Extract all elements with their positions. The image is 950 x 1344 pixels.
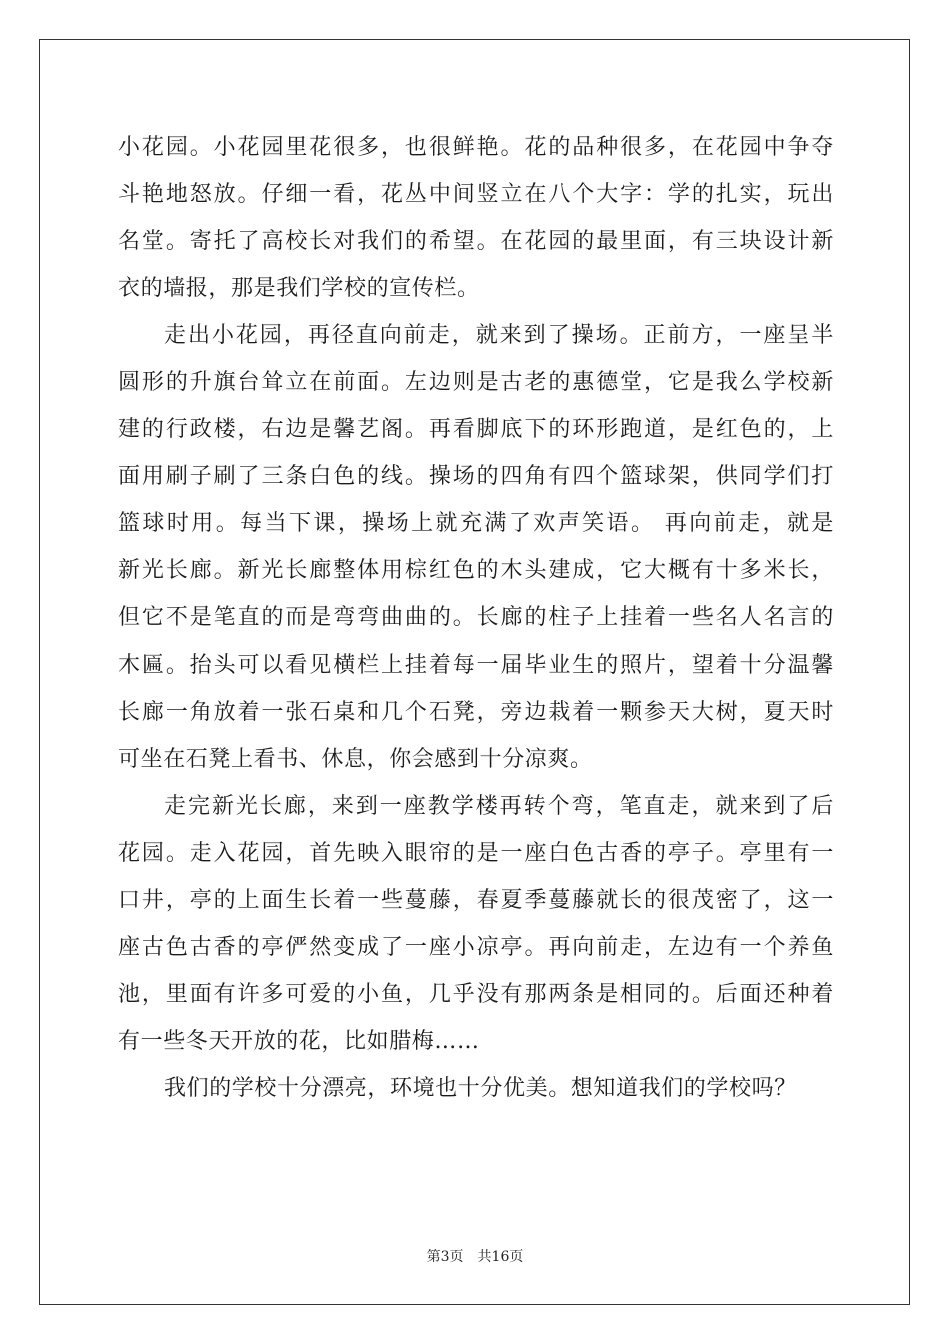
paragraph-first-line: 我们的学校十分漂亮，环境也十分优美。想知道我们的学校吗？ <box>164 1075 797 1101</box>
text-line: 座古色古香的亭俨然变成了一座小凉亭。再向前走，左边有一个养鱼 <box>118 934 834 960</box>
text-line: 可坐在石凳上看书、休息，你会感到十分凉爽。 <box>118 746 593 772</box>
text-line: 花园。走入花园，首先映入眼帘的是一座白色古香的亭子。亭里有一 <box>118 840 834 866</box>
text-line: 长廊一角放着一张石桌和几个石凳，旁边栽着一颗参天大树，夏天时 <box>118 699 834 725</box>
text-line: 面用刷子刷了三条白色的线。操场的四角有四个篮球架，供同学们打 <box>118 464 834 490</box>
paragraph-first-line: 走完新光长廊，来到一座教学楼再转个弯，笔直走，就来到了后 <box>164 793 834 819</box>
text-line: 斗艳地怒放。仔细一看，花丛中间竖立在八个大字：学的扎实，玩出 <box>118 182 834 208</box>
text-line: 口井，亭的上面生长着一些蔓藤，春夏季蔓藤就长的很茂密了，这一 <box>118 887 834 913</box>
text-line: 木匾。抬头可以看见横栏上挂着每一届毕业生的照片，望着十分温馨 <box>118 652 834 678</box>
text-line: 小花园。小花园里花很多，也很鲜艳。花的品种很多，在花园中争夺 <box>118 135 834 160</box>
page-number: 第3页 <box>426 1249 464 1265</box>
text-line: 篮球时用。每当下课，操场上就充满了欢声笑语。 再向前走，就是 <box>118 511 834 537</box>
page-total: 共16页 <box>477 1249 524 1265</box>
document-body <box>118 124 834 1112</box>
text-line: 有一些冬天开放的花，比如腊梅…… <box>118 1028 480 1054</box>
text-line: 池，里面有许多可爱的小鱼，几乎没有那两条是相同的。后面还种着 <box>118 981 834 1007</box>
text-line: 建的行政楼，右边是馨艺阁。再看脚底下的环形跑道，是红色的，上 <box>118 417 834 443</box>
text-line: 衣的墙报，那是我们学校的宣传栏。 <box>118 276 480 302</box>
paragraph-first-line: 走出小花园，再径直向前走，就来到了操场。正前方，一座呈半 <box>164 323 834 349</box>
text-line: 名堂。寄托了高校长对我们的希望。在花园的最里面，有三块设计新 <box>118 229 834 255</box>
text-line: 但它不是笔直的而是弯弯曲曲的。长廊的柱子上挂着一些名人名言的 <box>118 605 834 631</box>
text-line: 圆形的升旗台耸立在前面。左边则是古老的惠德堂，它是我么学校新 <box>118 370 834 396</box>
page-footer <box>0 1248 950 1266</box>
text-line: 新光长廊。新光长廊整体用棕红色的木头建成，它大概有十多米长， <box>118 558 834 584</box>
